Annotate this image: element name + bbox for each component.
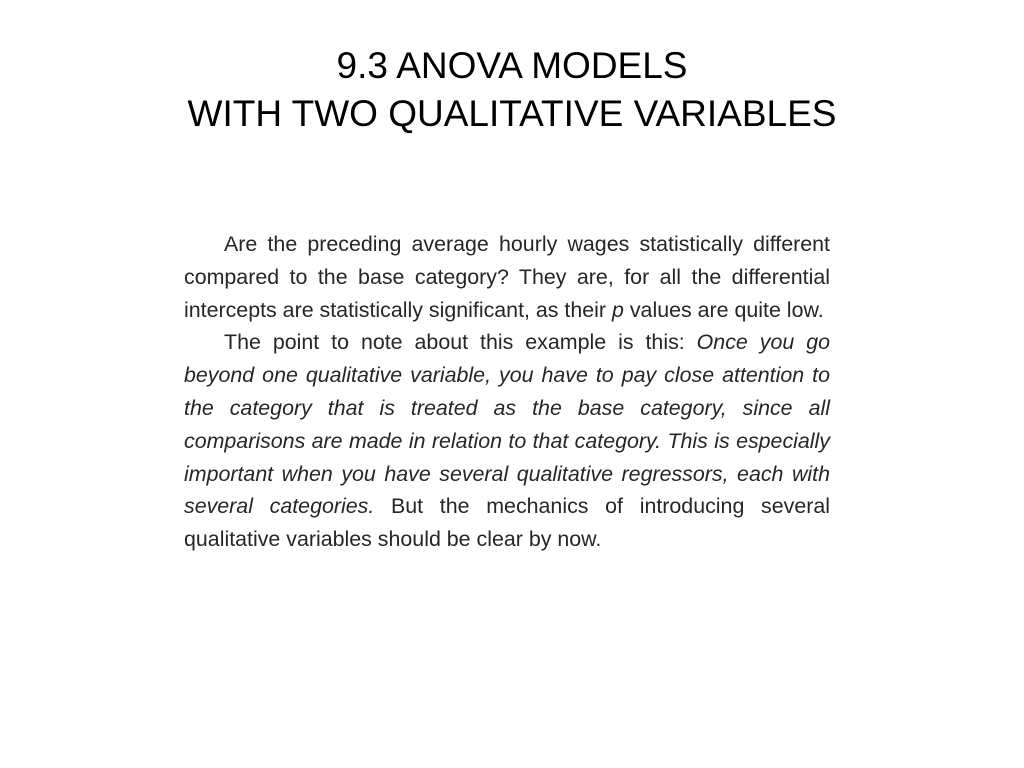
p-symbol: p: [612, 297, 624, 322]
paragraph-1-text-before-p: Are the preceding average hourly wages statistically different compared to the base category? They are, for all the differential intercepts are statistically significant, as their: [184, 232, 830, 322]
paragraph-2-intro: The point to note about this example is this:: [224, 330, 697, 355]
slide-title-line-2: WITH TWO QUALITATIVE VARIABLES: [187, 93, 837, 134]
paragraph-2-italic-emphasis: Once you go beyond one qualitative variable, you have to pay close attention to the category that is treated as the base category, since all comparisons are made in relation to that category. This is especially important when you have several qualitative regressors, each with several categories.: [184, 330, 830, 519]
excerpt-paragraph-1: [184, 228, 830, 326]
excerpt-paragraph-2: [184, 326, 830, 556]
textbook-excerpt: [184, 228, 830, 624]
paragraph-1-text-after-p: values are quite low.: [623, 297, 824, 322]
slide-title: [80, 42, 944, 138]
slide-title-line-1: 9.3 ANOVA MODELS: [336, 45, 688, 86]
paragraph-2-closing: But the mechanics of introducing several qualitative variables should be clear by now.: [184, 494, 830, 552]
